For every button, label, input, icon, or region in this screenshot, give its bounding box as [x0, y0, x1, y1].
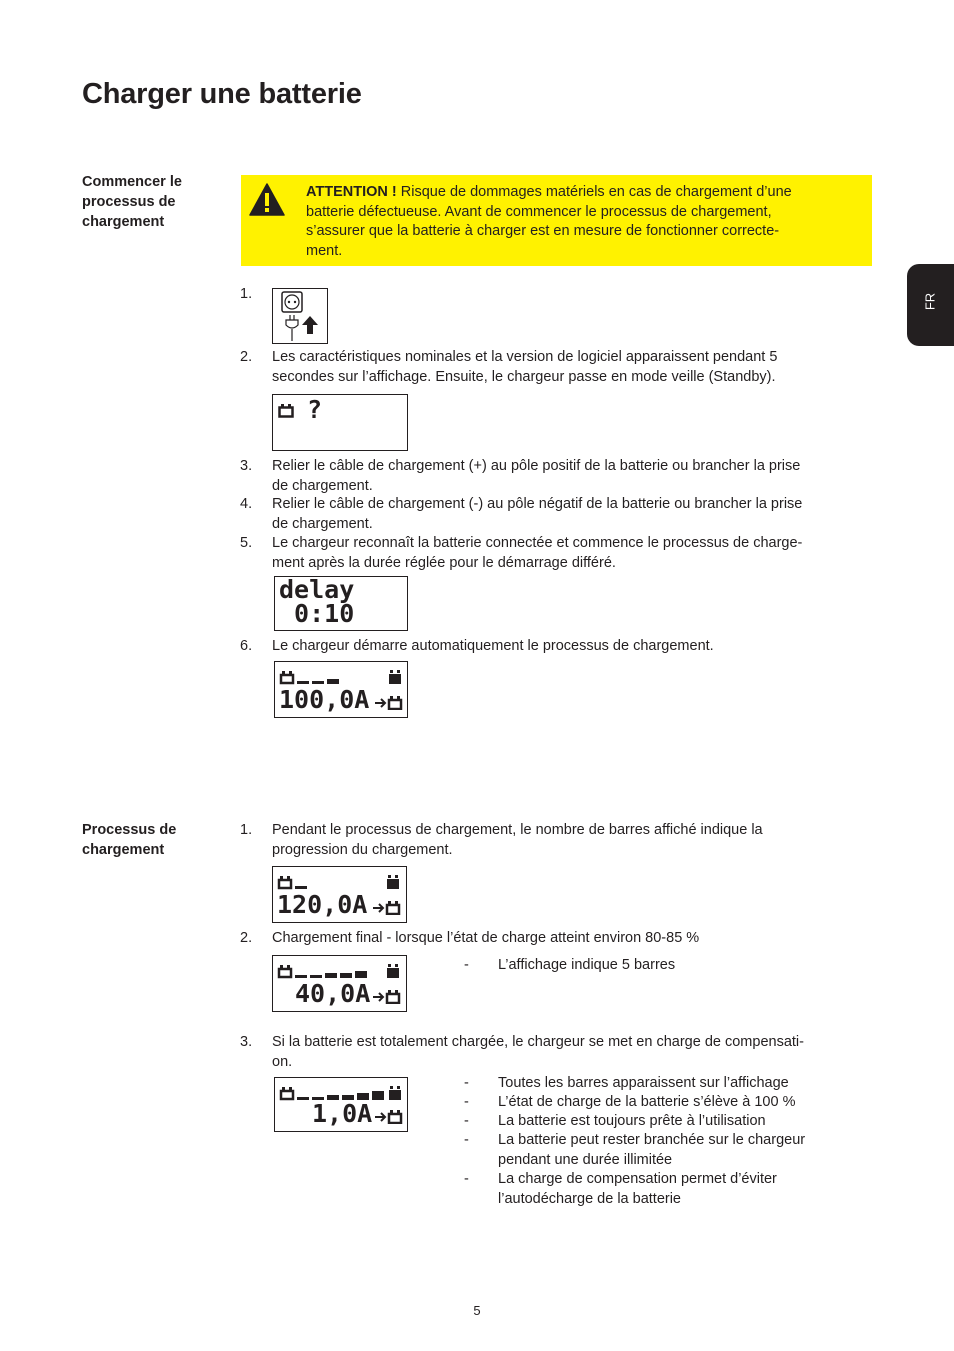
step-text — [272, 1033, 872, 1072]
warning-line: Risque de dommages matériels en cas de chargement d’une — [396, 184, 792, 200]
step-text — [272, 637, 872, 657]
section-heading-line: Processus de — [82, 822, 177, 838]
warning-box — [241, 175, 872, 266]
bullet-text: L’affichage indique 5 barres — [498, 957, 676, 973]
warning-line: ment. — [306, 242, 343, 259]
step-line: Chargement final - lorsque l’état de charge atteint environ 80-85 % — [272, 930, 700, 946]
lcd-current-text: 120,0A — [277, 890, 368, 919]
step-line: Relier le câble de chargement (-) au pôle négatif de la batterie ou brancher la prise — [272, 496, 803, 512]
arrow-to-battery-icon — [372, 899, 402, 915]
step-line: progression du chargement. — [272, 841, 453, 858]
lcd-display-charging-120 — [272, 866, 407, 923]
section-heading-line: processus de — [82, 194, 176, 210]
step-number: 2. — [240, 930, 253, 946]
lcd-display-charging-40 — [272, 955, 407, 1012]
step-number: 4. — [240, 496, 253, 512]
step-text — [272, 348, 872, 387]
arrow-to-battery-icon — [374, 1108, 404, 1124]
step-number: 3. — [240, 458, 253, 474]
step-line: Les caractéristiques nominales et la version de logiciel apparaissent pendant 5 — [272, 349, 778, 365]
bullet-line: La batterie peut rester branchée sur le chargeur — [498, 1132, 806, 1148]
arrow-to-battery-icon — [372, 988, 402, 1004]
mains-plug-illustration — [272, 288, 328, 344]
lcd-display-standby — [272, 394, 408, 451]
lcd-display-charging-1 — [274, 1077, 408, 1132]
section-heading-start — [82, 172, 222, 232]
warning-line: batterie défectueuse. Avant de commencer le processus de chargement, — [306, 203, 772, 220]
step-text — [272, 929, 872, 949]
bullet-dash: - — [464, 1113, 469, 1129]
section-heading-process — [82, 820, 222, 860]
step-text — [272, 457, 872, 496]
step-line: de chargement. — [272, 477, 373, 494]
lcd-current-text: 100,0A — [279, 685, 370, 714]
page-title: Charger une batterie — [82, 78, 362, 110]
step-number: 3. — [240, 1034, 253, 1050]
lcd-text: 0:10 — [279, 599, 355, 628]
step-line: Relier le câble de chargement (+) au pôle positif de la batterie ou brancher la prise — [272, 458, 801, 474]
step-number: 6. — [240, 638, 253, 654]
arrow-to-battery-icon — [374, 694, 404, 710]
charge-progress-bars — [279, 668, 403, 686]
bullet-dash: - — [464, 1132, 469, 1148]
step-line: Le chargeur reconnaît la batterie connectée et commence le processus de charge- — [272, 535, 803, 551]
step-text — [272, 534, 872, 573]
warning-label: ATTENTION ! — [306, 184, 397, 200]
warning-text — [306, 183, 866, 261]
bullet-dash: - — [464, 1094, 469, 1110]
bullet-dash: - — [464, 1171, 469, 1187]
bullet-text — [498, 1131, 858, 1170]
step-line: on. — [272, 1053, 293, 1070]
battery-icon — [278, 404, 294, 418]
bullet-line: La charge de compensation permet d’éviter — [498, 1171, 777, 1187]
lcd-text: ? — [307, 395, 323, 424]
lcd-current-text: 40,0A — [295, 979, 371, 1008]
bullet-dash: - — [464, 1075, 469, 1091]
language-tab — [907, 264, 954, 346]
bullet-text: Toutes les barres apparaissent sur l’affichage — [498, 1075, 789, 1091]
bullet-dash: - — [464, 957, 469, 973]
bullet-text — [498, 1170, 858, 1209]
lcd-display-charging-100 — [274, 661, 408, 718]
step-number: 2. — [240, 349, 253, 365]
step-line: Si la batterie est totalement chargée, le chargeur se met en charge de compensati- — [272, 1034, 804, 1050]
arrow-up-icon — [301, 315, 319, 335]
bullet-text: L’état de charge de la batterie s’élève à 100 % — [498, 1094, 796, 1110]
bullet-text: La batterie est toujours prête à l’utilisation — [498, 1113, 766, 1129]
step-number: 5. — [240, 535, 253, 551]
language-tab-label: FR — [922, 292, 938, 311]
step-text — [272, 495, 872, 534]
step-line: secondes sur l’affichage. Ensuite, le chargeur passe en mode veille (Standby). — [272, 368, 776, 385]
warning-line: s’assurer que la batterie à charger est en mesure de fonctionner correcte- — [306, 223, 780, 239]
step-text — [272, 821, 872, 860]
bullet-line: pendant une durée illimitée — [498, 1151, 673, 1168]
section-heading-line: chargement — [82, 842, 165, 858]
lcd-current-text: 1,0A — [312, 1099, 373, 1128]
charge-progress-bars — [277, 873, 401, 891]
step-line: Pendant le processus de chargement, le nombre de barres affiché indique la — [272, 822, 763, 838]
section-heading-line: Commencer le — [82, 174, 182, 190]
step-number: 1. — [240, 822, 253, 838]
bullet-line: l’autodécharge de la batterie — [498, 1190, 681, 1207]
step-line: Le chargeur démarre automatiquement le processus de chargement. — [272, 638, 714, 654]
step-line: ment après la durée réglée pour le démarrage différé. — [272, 554, 616, 571]
section-heading-line: chargement — [82, 214, 165, 230]
warning-triangle-icon — [249, 183, 285, 216]
step-line: de chargement. — [272, 515, 373, 532]
lcd-display-delay — [274, 576, 408, 631]
page-number: 5 — [473, 1303, 481, 1318]
charge-progress-bars — [277, 962, 401, 980]
step-number: 1. — [240, 286, 253, 302]
lcd-text: delay — [279, 576, 355, 604]
